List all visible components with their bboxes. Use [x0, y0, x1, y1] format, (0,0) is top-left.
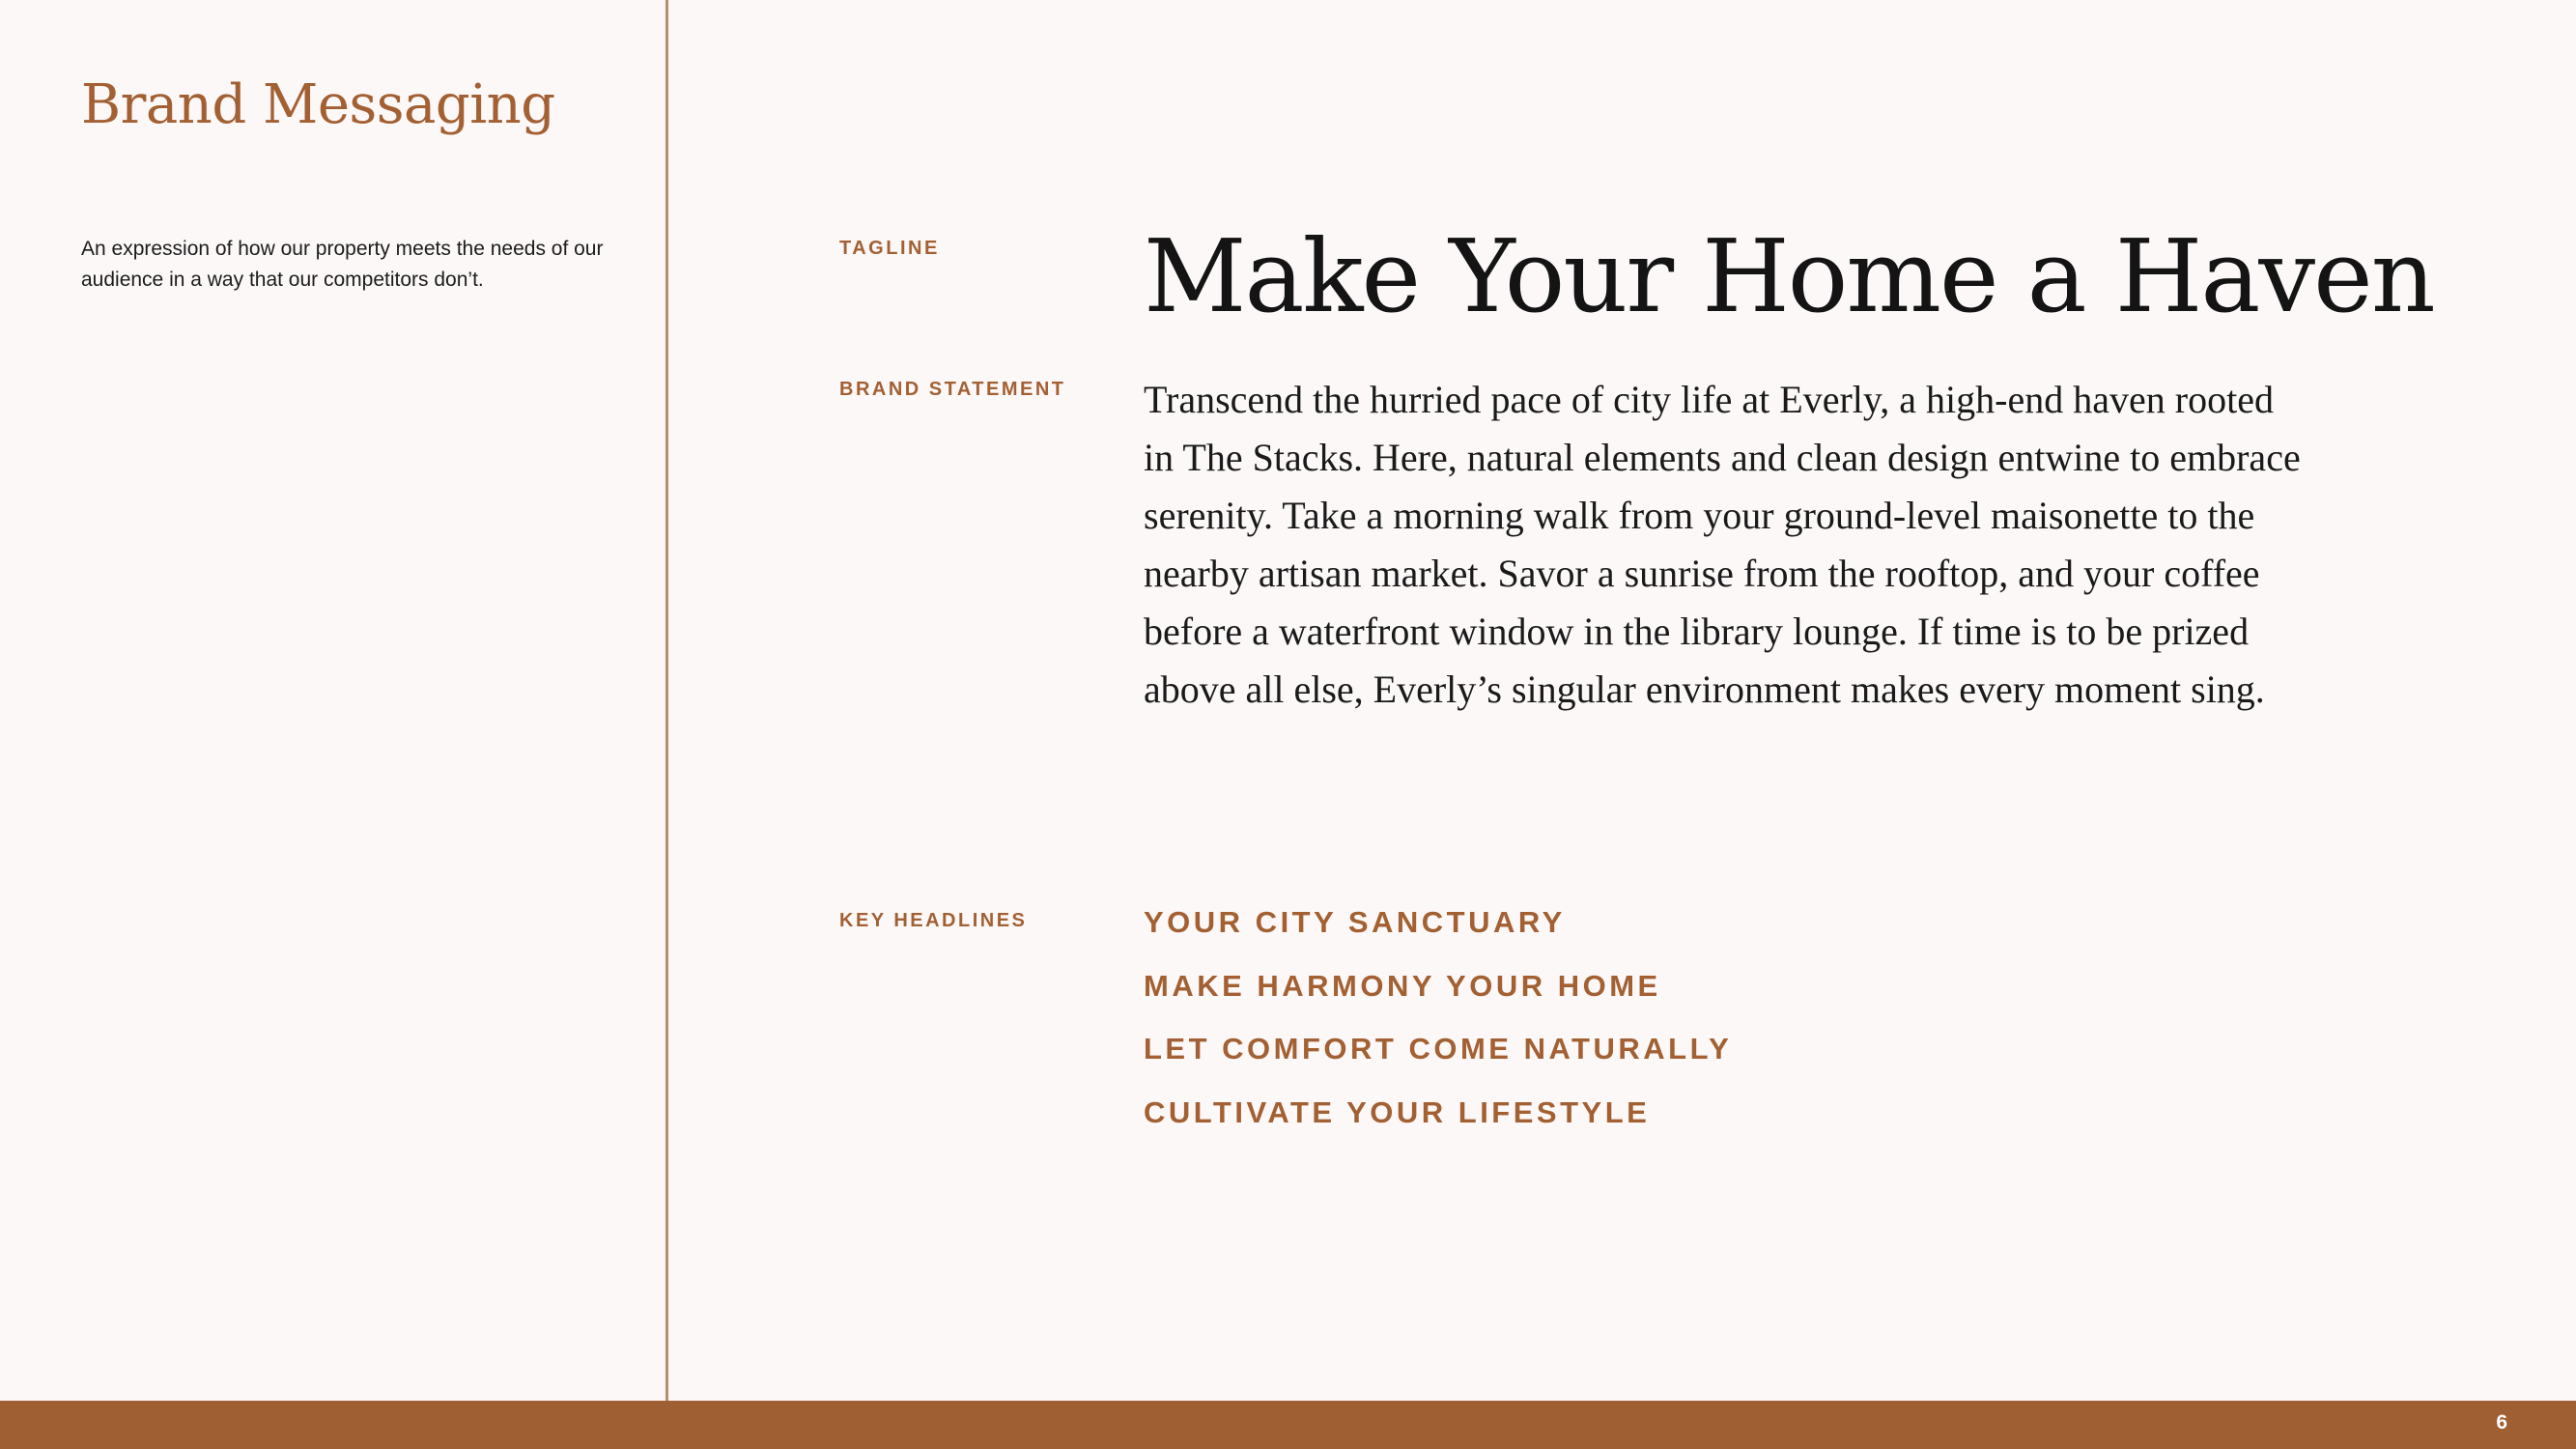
- page-title: Brand Messaging: [81, 73, 555, 136]
- headline-item: MAKE HARMONY YOUR HOME: [1144, 968, 1661, 1003]
- page-number: 6: [2496, 1411, 2507, 1434]
- headline-item: LET COMFORT COME NATURALLY: [1144, 1032, 1733, 1065]
- key-headlines-list: [1144, 898, 1732, 1151]
- key-headlines-label: KEY HEADLINES: [839, 910, 1028, 931]
- headline-item: CULTIVATE YOUR LIFESTYLE: [1144, 1094, 1651, 1129]
- tagline-label: TAGLINE: [839, 238, 940, 259]
- brand-statement: Transcend the hurried pace of city life at Everly, a high-end haven rooted in The Stacks. Here, natural elements and clean design entwine to embrace serenity. Take a morning walk from your ground-level maisonette to the nearby artisan market. Savor a sunrise from the rooftop, and your coffee before a waterfront window in the library lounge. If time is to be prized above all else, Everly’s singular environment makes every moment sing.: [1144, 378, 2301, 711]
- sidebar: [0, 0, 668, 1401]
- tagline: Make Your Home a Haven: [1144, 217, 2434, 335]
- footer-bar: [0, 1401, 2576, 1449]
- headline-item: YOUR CITY SANCTUARY: [1144, 905, 1566, 939]
- brand-statement-label: BRAND STATEMENT: [839, 379, 1066, 400]
- intro-text: An expression of how our property meets the needs of our audience in a way that our competitors don’t.: [81, 238, 604, 291]
